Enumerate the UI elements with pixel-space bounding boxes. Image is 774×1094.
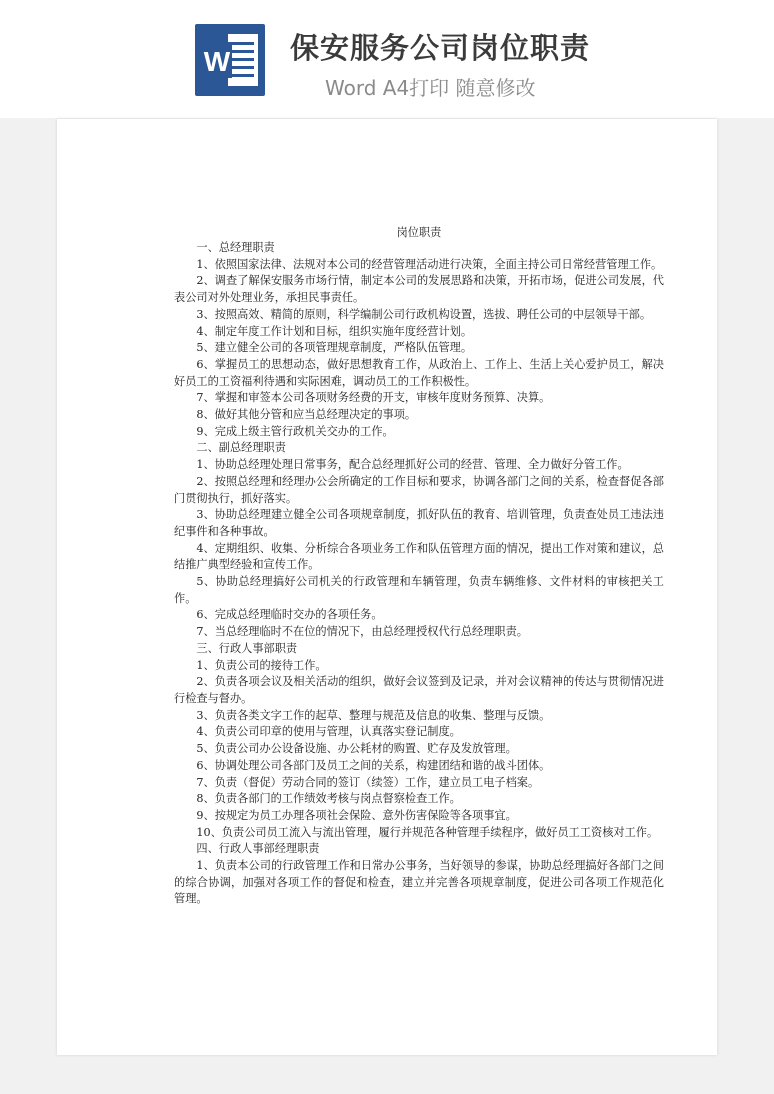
document-paragraph: 2、调查了解保安服务市场行情，制定本公司的发展思路和决策，开拓市场，促进公司发展，代表公司对外处理业务，承担民事责任。: [174, 274, 664, 305]
page-title: 保安服务公司岗位职责: [290, 31, 591, 65]
word-icon-letter: W: [203, 46, 231, 77]
document-paragraph: 8、做好其他分管和应当总经理决定的事项。: [196, 408, 417, 422]
document-paragraph: 7、负责（督促）劳动合同的签订（续签）工作，建立员工电子档案。: [196, 775, 540, 789]
header-banner: [0, 0, 774, 118]
word-document-icon: [195, 24, 265, 96]
document-paragraph: 1、协助总经理处理日常事务，配合总经理抓好公司的经营、管理、全力做好分管工作。: [196, 458, 629, 472]
document-paragraph: 1、依照国家法律、法规对本公司的经营管理活动进行决策，全面主持公司日常经营管理工作。: [196, 257, 663, 271]
document-paragraph: 9、完成上级主管行政机关交办的工作。: [196, 424, 394, 438]
document-paragraph: 二、副总经理职责: [196, 441, 286, 455]
document-paragraph: 4、定期组织、收集、分析综合各项业务工作和队伍管理方面的情况，提出工作对策和建议，总结推广典型经验和宣传工作。: [174, 541, 664, 572]
document-paragraph: 3、协助总经理建立健全公司各项规章制度，抓好队伍的教育、培训管理，负责查处员工违法违纪事件和各种事故。: [174, 508, 664, 538]
document-page: [57, 119, 717, 1055]
document-paragraph: 3、按照高效、精简的原则，科学编制公司行政机构设置，选拔、聘任公司的中层领导干部。: [196, 307, 652, 321]
document-paragraph: 3、负责各类文字工作的起草、整理与规范及信息的收集、整理与反馈。: [196, 708, 551, 722]
document-paragraph: 5、建立健全公司的各项管理规章制度，严格队伍管理。: [196, 341, 473, 355]
document-paragraph: 1、负责公司的接待工作。: [196, 658, 327, 672]
document-paragraph: 4、制定年度工作计划和目标，组织实施年度经营计划。: [196, 324, 473, 338]
document-paragraph: 一、总经理职责: [196, 241, 275, 254]
document-paragraph: 2、负责各项会议及相关活动的组织，做好会议签到及记录，并对会议精神的传达与贯彻情况进行检查与督办。: [174, 675, 664, 705]
document-paragraph: 2、按照总经理和经理办公会所确定的工作目标和要求，协调各部门之间的关系，检查督促各部门贯彻执行，抓好落实。: [174, 474, 664, 505]
document-paragraph: 5、协助总经理搞好公司机关的行政管理和车辆管理，负责车辆维修、文件材料的审核把关工作。: [174, 575, 664, 605]
page-subtitle: Word A4打印 随意修改: [325, 76, 536, 100]
document-paragraph: 6、完成总经理临时交办的各项任务。: [196, 608, 383, 622]
document-body: [174, 240, 664, 908]
document-paragraph: 7、掌握和审签本公司各项财务经费的开支，审核年度财务预算、决算。: [196, 391, 551, 405]
document-paragraph: 四、行政人事部经理职责: [196, 842, 320, 856]
document-paragraph: 4、负责公司印章的使用与管理，认真落实登记制度。: [196, 725, 461, 739]
document-paragraph: 8、负责各部门的工作绩效考核与岗点督察检查工作。: [196, 792, 461, 806]
document-paragraph: 9、按规定为员工办理各项社会保险、意外伤害保险等各项事宜。: [196, 808, 517, 822]
document-paragraph: 6、掌握员工的思想动态，做好思想教育工作，从政治上、工作上、生活上关心爱护员工，解决好员工的工资福利待遇和实际困难，调动员工的工作积极性。: [174, 357, 664, 388]
document-paragraph: 10、负责公司员工流入与流出管理，履行并规范各种管理手续程序，做好员工工资核对工作。: [196, 825, 659, 839]
document-paragraph: 6、协调处理公司各部门及员工之间的关系，构建团结和谐的战斗团体。: [196, 758, 551, 772]
document-paragraph: 1、负责本公司的行政管理工作和日常办公事务，当好领导的参谋，协助总经理搞好各部门之间的综合协调，加强对各项工作的督促和检查，建立并完善各项规章制度，促进公司各项工作规范化管理。: [174, 859, 664, 906]
document-paragraph: 7、当总经理临时不在位的情况下，由总经理授权代行总经理职责。: [196, 625, 528, 639]
document-title: 岗位职责: [396, 226, 442, 239]
document-paragraph: 三、行政人事部职责: [196, 641, 298, 655]
document-paragraph: 5、负责公司办公设备设施、办公耗材的购置、贮存及发放管理。: [196, 742, 517, 756]
